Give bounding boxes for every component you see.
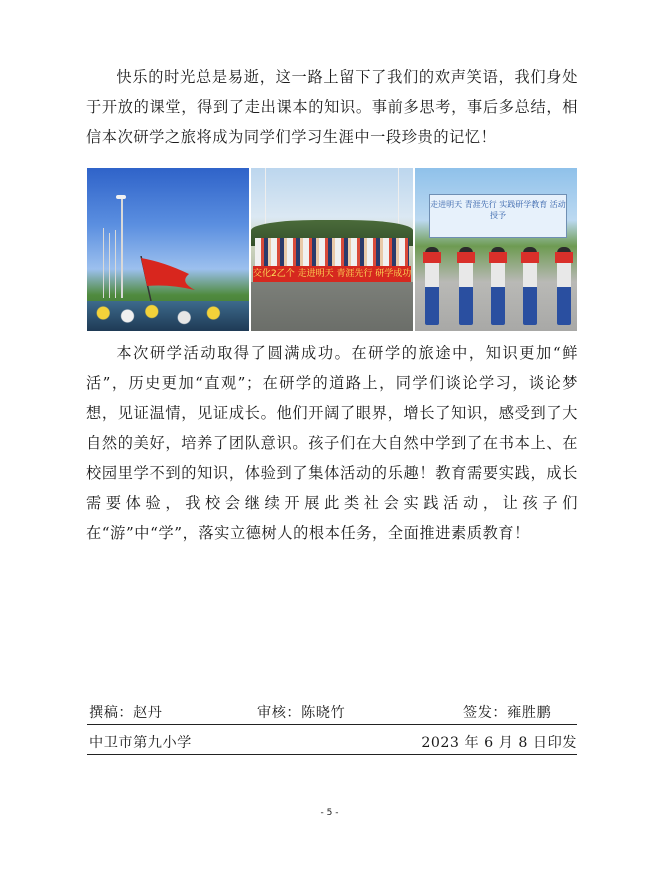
summary-paragraph: 本次研学活动取得了圆满成功。在研学的旅途中，知识更加“鲜活”，历史更加“直观”；在研学的道路上，同学们谈论学习，谈论梦想，见证温情，见证成长。他们开阔了眼界，增长了知识，感受到了大自然的美好，培养了团队意识。孩子们在大自然中学到了在书本上、在校园里学不到的知识，体验到了集体活动的乐趣！教育需要实践，成长需要体验，我校会继续开展此类社会实践活动，让孩子们在“游”中“学”，落实立德树人的根本任务，全面推进素质教育！ [86,344,578,542]
organization-name: 中卫市第九小学 [89,735,192,751]
page-number: - 5 - [320,808,339,818]
drafter-label: 撰稿：赵丹 [89,705,163,721]
reviewer-label: 审核：陈晓竹 [257,705,346,721]
issue-row [87,732,577,755]
photo-students-certificates [415,168,577,331]
issue-date: 2023 年 6 月 8 日印发 [421,735,577,751]
group-banner-text: 交化2乙个 走进明天 青涯先行 研学成功 [253,266,411,282]
signature-row [87,702,577,725]
event-board: 走进明天 青涯先行 实践研学教育 活动 授予 [429,194,567,238]
closing-paragraph-1: 快乐的时光总是易逝，这一路上留下了我们的欢声笑语，我们身处于开放的课堂，得到了走出课本的知识。事前多思考，事后多总结，相信本次研学之旅将成为同学们学习生涯中一段珍贵的记忆！ [86,68,578,146]
issuer-label: 签发：雍胜鹏 [463,705,552,721]
red-flag-icon [139,256,199,301]
photo-strip [87,168,577,331]
photo-group-banner [251,168,413,331]
photo-flag-raising [87,168,249,331]
